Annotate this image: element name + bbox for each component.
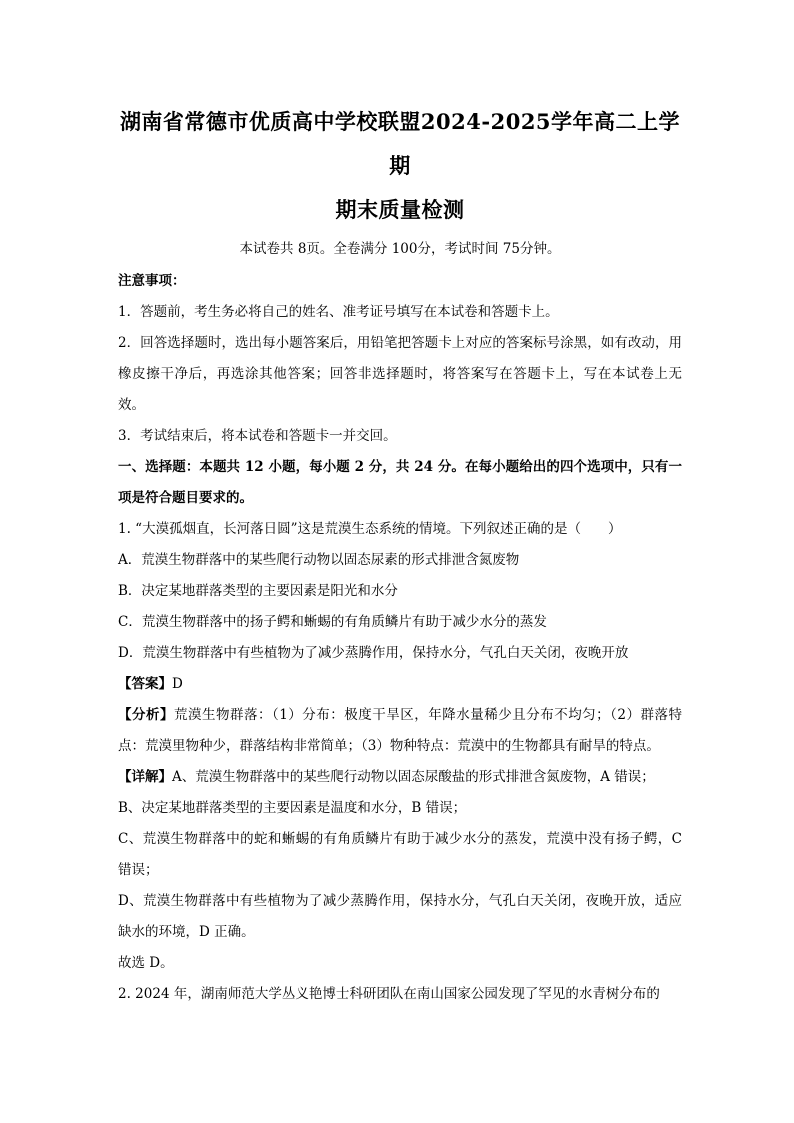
- question-1-option-d: D．荒漠生物群落中有些植物为了减少蒸腾作用，保持水分，气孔白天关闭，夜晚开放: [118, 645, 629, 661]
- question-2-stem: 2. 2024 年，湖南师范大学丛义艳博士科研团队在南山国家公园发现了罕见的水青树分布的: [118, 986, 660, 1002]
- notice-heading: 注意事项：: [118, 273, 186, 289]
- question-1-answer: [118, 669, 682, 700]
- section-heading: 一、选择题：本题共 12 小题，每小题 2 分，共 24 分。在每小题给出的四个选项中，只有一项是符合题目要求的。: [118, 459, 682, 506]
- title-line-1: 湖南省常德市优质高中学校联盟2024-2025学年高二上学期: [119, 109, 681, 178]
- notice-item-1: 1．答题前，考生务必将自己的姓名、准考证号填写在本试卷和答题卡上。: [118, 304, 559, 320]
- question-1-option-a: A．荒漠生物群落中的某些爬行动物以固态尿素的形式排泄含氮废物: [118, 552, 520, 568]
- question-1-analysis: [118, 700, 682, 762]
- notice-item-2: 2．回答选择题时，选出每小题答案后，用铅笔把答题卡上对应的答案标号涂黑，如有改动，用橡皮擦干净后，再选涂其他答案；回答非选择题时，将答案写在答题卡上，写在本试卷上无效。: [118, 335, 682, 413]
- title-line-2: 期末质量检测: [335, 197, 465, 222]
- detail-tag: 【详解】: [118, 769, 172, 785]
- analysis-tag: 【分析】: [118, 707, 174, 723]
- question-1-conclusion: 故选 D。: [118, 955, 174, 971]
- question-1-detail-a: [118, 762, 682, 793]
- question-1-stem: 1. “大漠孤烟直，长河落日圆”这是荒漠生态系统的情境。下列叙述正确的是（ ）: [118, 521, 622, 537]
- question-1-detail-b: B、决定某地群落类型的主要因素是温度和水分，B 错误；: [118, 800, 467, 816]
- detail-a-text: A、荒漠生物群落中的某些爬行动物以固态尿酸盐的形式排泄含氮废物，A 错误；: [172, 769, 655, 785]
- answer-value: D: [172, 676, 183, 692]
- document-title: [118, 100, 682, 232]
- question-1-detail-d: D、荒漠生物群落中有些植物为了减少蒸腾作用，保持水分，气孔白天关闭，夜晚开放，适应缺水的环境，D 正确。: [118, 893, 682, 940]
- question-1-detail-c: C、荒漠生物群落中的蛇和蜥蜴的有角质鳞片有助于减少水分的蒸发，荒漠中没有扬子鳄，C 错误；: [118, 831, 682, 878]
- notice-item-3: 3．考试结束后，将本试卷和答题卡一并交回。: [118, 428, 397, 444]
- question-1-option-b: B．决定某地群落类型的主要因素是阳光和水分: [118, 583, 398, 599]
- analysis-text: 荒漠生物群落：（1）分布：极度干旱区，年降水量稀少且分布不均匀；（2）群落特点：荒漠里物种少，群落结构非常简单；（3）物种特点：荒漠中的生物都具有耐旱的特点。: [118, 707, 682, 754]
- exam-info: 本试卷共 8页。全卷满分 100分，考试时间 75分钟。: [239, 241, 561, 257]
- answer-tag: 【答案】: [118, 676, 172, 692]
- question-1-option-c: C．荒漠生物群落中的扬子鳄和蜥蜴的有角质鳞片有助于减少水分的蒸发: [118, 614, 547, 630]
